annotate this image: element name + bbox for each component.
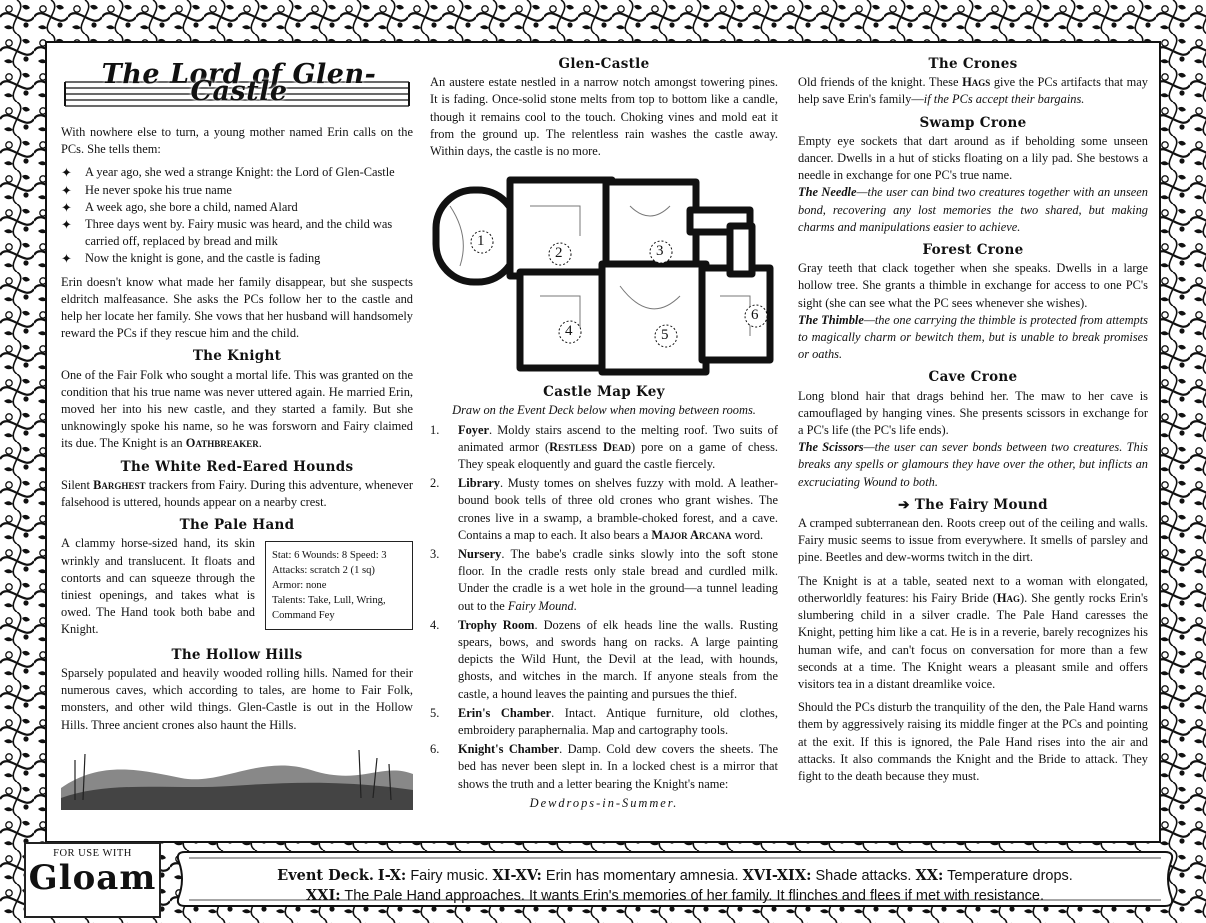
map-room-4: 4 (565, 323, 573, 340)
content-area (58, 52, 1152, 842)
map-room-5: 5 (661, 327, 669, 344)
list-item: 3. Nursery. The babe's cradle sinks slowly into the soft stone floor. In the cradle rests only stale bread and curdled milk. Under the cradle is a wet hole in the ground—a tunnel leading out to the Fairy Mound. (430, 547, 778, 613)
needle-text: The Needle—the user can bind two creatures together with an unseen bond, recovering any lost memories the two shared, but making charms and manipulations easier to achieve. (798, 185, 1148, 234)
map-room-2: 2 (555, 245, 563, 262)
map-room-1: 1 (477, 233, 485, 250)
star-bullet-icon: ✦ (61, 217, 72, 233)
gloam-logo-box (24, 842, 161, 918)
column-middle (430, 52, 778, 818)
column-right (798, 52, 1148, 791)
swamp-crone-text: Empty eye sockets that dart around as if beholding some unseen dancer. Dwells in a hut of sticks floating on a lily pad. She bestows a needle in exchange for one PC's true name. (798, 133, 1148, 183)
intro-text: With nowhere else to turn, a young mother named Erin calls on the PCs. She tells them: (61, 125, 413, 157)
forest-crone-heading: Forest Crone (922, 242, 1024, 259)
glen-castle-text: An austere estate nestled in a narrow notch amongst towering pines. It is fading. Once-solid stone melts from top to bottom like a candle, though it remains cool to the touch. Choking vines and mold eat it from the ground up. The relentless rain washes the castle away. Within days, the castle is no more. (430, 75, 778, 159)
list-item: 2. Library. Musty tomes on shelves fuzzy with mold. A leather-bound book tells of three old crones who grant wishes. The crones live in a swamp, a bramble-choked forest, and a cave. Contains a map to each. It also bears a Major Arcana word. (430, 476, 778, 542)
scissors-text: The Scissors—the user can sever bonds between two creatures. This breaks any spells or glamours they have over the other, but inflicts an excruciating Wound to both. (798, 440, 1148, 489)
pale-hand-section (61, 535, 413, 644)
oathbreaker-tag: Oathbreaker (185, 436, 259, 451)
crones-text: Old friends of the knight. These Hags give the PCs artifacts that may help save Erin's family—if the PCs accept their bargains. (798, 75, 1148, 107)
event-deck: Event Deck. I-X: Fairy music. XI-XV: Erin has momentary amnesia. XVI-XIX: Shade attacks. XX: Temperature drops. XXI: The Pale Hand approaches. It wants Erin's memories of her family. It flinches and flees if met with resistance. (277, 867, 1073, 904)
knight-true-name: Dewdrops-in-Summer. (529, 795, 679, 810)
map-key-list (430, 422, 778, 793)
star-bullet-icon: ✦ (61, 251, 72, 267)
map-room-6: 6 (751, 307, 759, 324)
list-item: 6. Knight's Chamber. Damp. Cold dew covers the sheets. The bed has never been slept in. In a locked chest is a mirror that shows the truth and a letter bearing the Knight's name: (430, 742, 778, 791)
knight-heading: The Knight (192, 348, 282, 365)
cave-crone-heading: Cave Crone (928, 369, 1018, 386)
glen-castle-heading: Glen-Castle (558, 56, 650, 72)
swamp-crone-heading: Swamp Crone (919, 114, 1027, 131)
hounds-heading: The White Red-Eared Hounds (120, 458, 354, 475)
knight-text: One of the Fair Folk who sought a mortal life. This was granted on the condition that his true name was never uttered again. He married Erin, moved her into his new castle, and they started a family. But she unknowingly spoke his name, so he was forsworn and Fairy claimed its due. The Knight is an Oathbreaker. (61, 367, 413, 451)
intro-bullet-list (61, 164, 413, 267)
column-left (61, 52, 413, 815)
pale-hand-stat-block: Stat: 6 Wounds: 8 Speed: 3 Attacks: scratch 2 (1 sq) Armor: none Talents: Take, Lull, Wring, Command Fey (265, 541, 413, 630)
title-banner (61, 52, 413, 124)
fairy-mound-text-3: Should the PCs disturb the tranquility of the den, the Pale Hand warns them by aggressively raising its middle finger at the PCs and pointing at the exit. If this is ignored, the Pale Hand rises into the air and attacks. It also commands the Knight and the Bride to attack. They fight to the death because they must. (798, 700, 1148, 783)
list-item: ✦ Three days went by. Fairy music was heard, and the child was carried off, replaced by bread and milk (61, 217, 393, 249)
list-item: ✦ He never spoke his true name (61, 182, 232, 198)
star-bullet-icon: ✦ (61, 199, 72, 215)
list-item: ✦ A week ago, she bore a child, named Alard (61, 199, 298, 215)
intro-paragraph-2: Erin doesn't know what made her family disappear, but she suspects eldritch malfeasance. She asks the PCs follow her to the castle and help her locate her family. She vows that her husband will handsomely reward the PCs if they rescue him and the child. (61, 274, 413, 341)
map-key-heading: Castle Map Key (543, 384, 665, 401)
forest-crone-text: Gray teeth that clack together when she speaks. Dwells in a large hollow tree. She grants a thimble in exchange for access to one PC's sight (she can see what the PC sees whenever she wishes). (798, 261, 1148, 310)
list-item: ✦ Now the knight is gone, and the castle is fading (61, 251, 321, 267)
fairy-mound-text-2: The Knight is at a table, seated next to a woman with elongated, otherworldly features: his Fairy Bride (Hag). She gently rocks Erin's slumbering child in a silver cradle. The Pale Hand caresses the Knight, petting him like a cat. He is in a reverie, barely recognizes his human wife, and can't focus on conversation for more than a few seconds at a time. The Knight wears a pleasant smile and offers visitors tea in a distant dreamlike voice. (798, 573, 1148, 691)
thimble-text: The Thimble—the one carrying the thimble is protected from attempts to magically charm or bewitch them, but is unable to break promises or oaths. (798, 312, 1148, 362)
hounds-text: Silent Barghest trackers from Fairy. During this adventure, whenever falsehood is uttered, hounds appear on a nearby crest. (61, 477, 413, 510)
fairy-mound-text-1: A cramped subterranean den. Roots creep out of the ceiling and walls. Fairy music seems to issue from everywhere. It smells of parsley and pine. Beetles and dew-worms twitch in the dirt. (798, 516, 1148, 565)
list-item: 1. Foyer. Moldy stairs ascend to the melting roof. Two suits of animated armor (Restless Dead) pore on a game of chess. They speak eloquently and guard the castle fiercely. (430, 422, 778, 472)
castle-map (430, 166, 778, 378)
star-bullet-icon: ✦ (61, 182, 72, 198)
castle-map-drawing (430, 166, 778, 378)
event-deck-label: Event Deck. (277, 867, 374, 884)
map-key-subtitle: Draw on the Event Deck below when moving between rooms. (452, 403, 756, 418)
cave-crone-text: Long blond hair that drags behind her. The maw to her cave is camouflaged by hanging vines. She presents scissors in exchange for a PC's life (the PC's life ends). (798, 388, 1148, 438)
map-room-3: 3 (656, 243, 664, 260)
page-title: The Lord of Glen-Castle (101, 59, 377, 108)
gloam-logo: Gloam (28, 858, 157, 898)
pale-hand-heading: The Pale Hand (179, 517, 295, 534)
list-item: ✦ A year ago, she wed a strange Knight: the Lord of Glen-Castle (61, 165, 395, 181)
hills-illustration (61, 740, 413, 810)
pale-hand-text: A clammy horse-sized hand, its skin wrinkly and translucent. It floats and contorts and can squeeze through the tiniest openings, and takes what is owed. The Hand took both babe and Knight. (61, 536, 255, 637)
hollow-hills-text: Sparsely populated and heavily wooded rolling hills. Named for their numerous caves, which according to tales, are home to Fair Folk, monsters, and other wild things. Glen-Castle is out in the Hollow Hills. Three ancient crones also haunt the Hills. (61, 665, 413, 732)
crones-heading: The Crones (928, 56, 1018, 72)
fairy-mound-heading: ➔ The Fairy Mound (898, 496, 1048, 513)
list-item: 5. Erin's Chamber. Intact. Antique furniture, old clothes, embroidery paraphernalia. Map and cartography tools. (430, 705, 778, 738)
star-bullet-icon: ✦ (61, 165, 72, 181)
for-use-with-label: FOR USE WITH (53, 848, 132, 859)
barghest-tag: Barghest (93, 477, 146, 492)
arrow-right-icon: ➔ (898, 496, 915, 513)
hollow-hills-heading: The Hollow Hills (171, 646, 303, 663)
list-item: 4. Trophy Room. Dozens of elk heads line the walls. Rusting spears, bows, and swords hang on racks. A large painting depicts the Wild Hunt, the Devil at the lead, with hounds, ghosts, and witches in the march. If anyone steals from the castle, a hound leaves the painting and pursues the thief. (430, 617, 778, 701)
